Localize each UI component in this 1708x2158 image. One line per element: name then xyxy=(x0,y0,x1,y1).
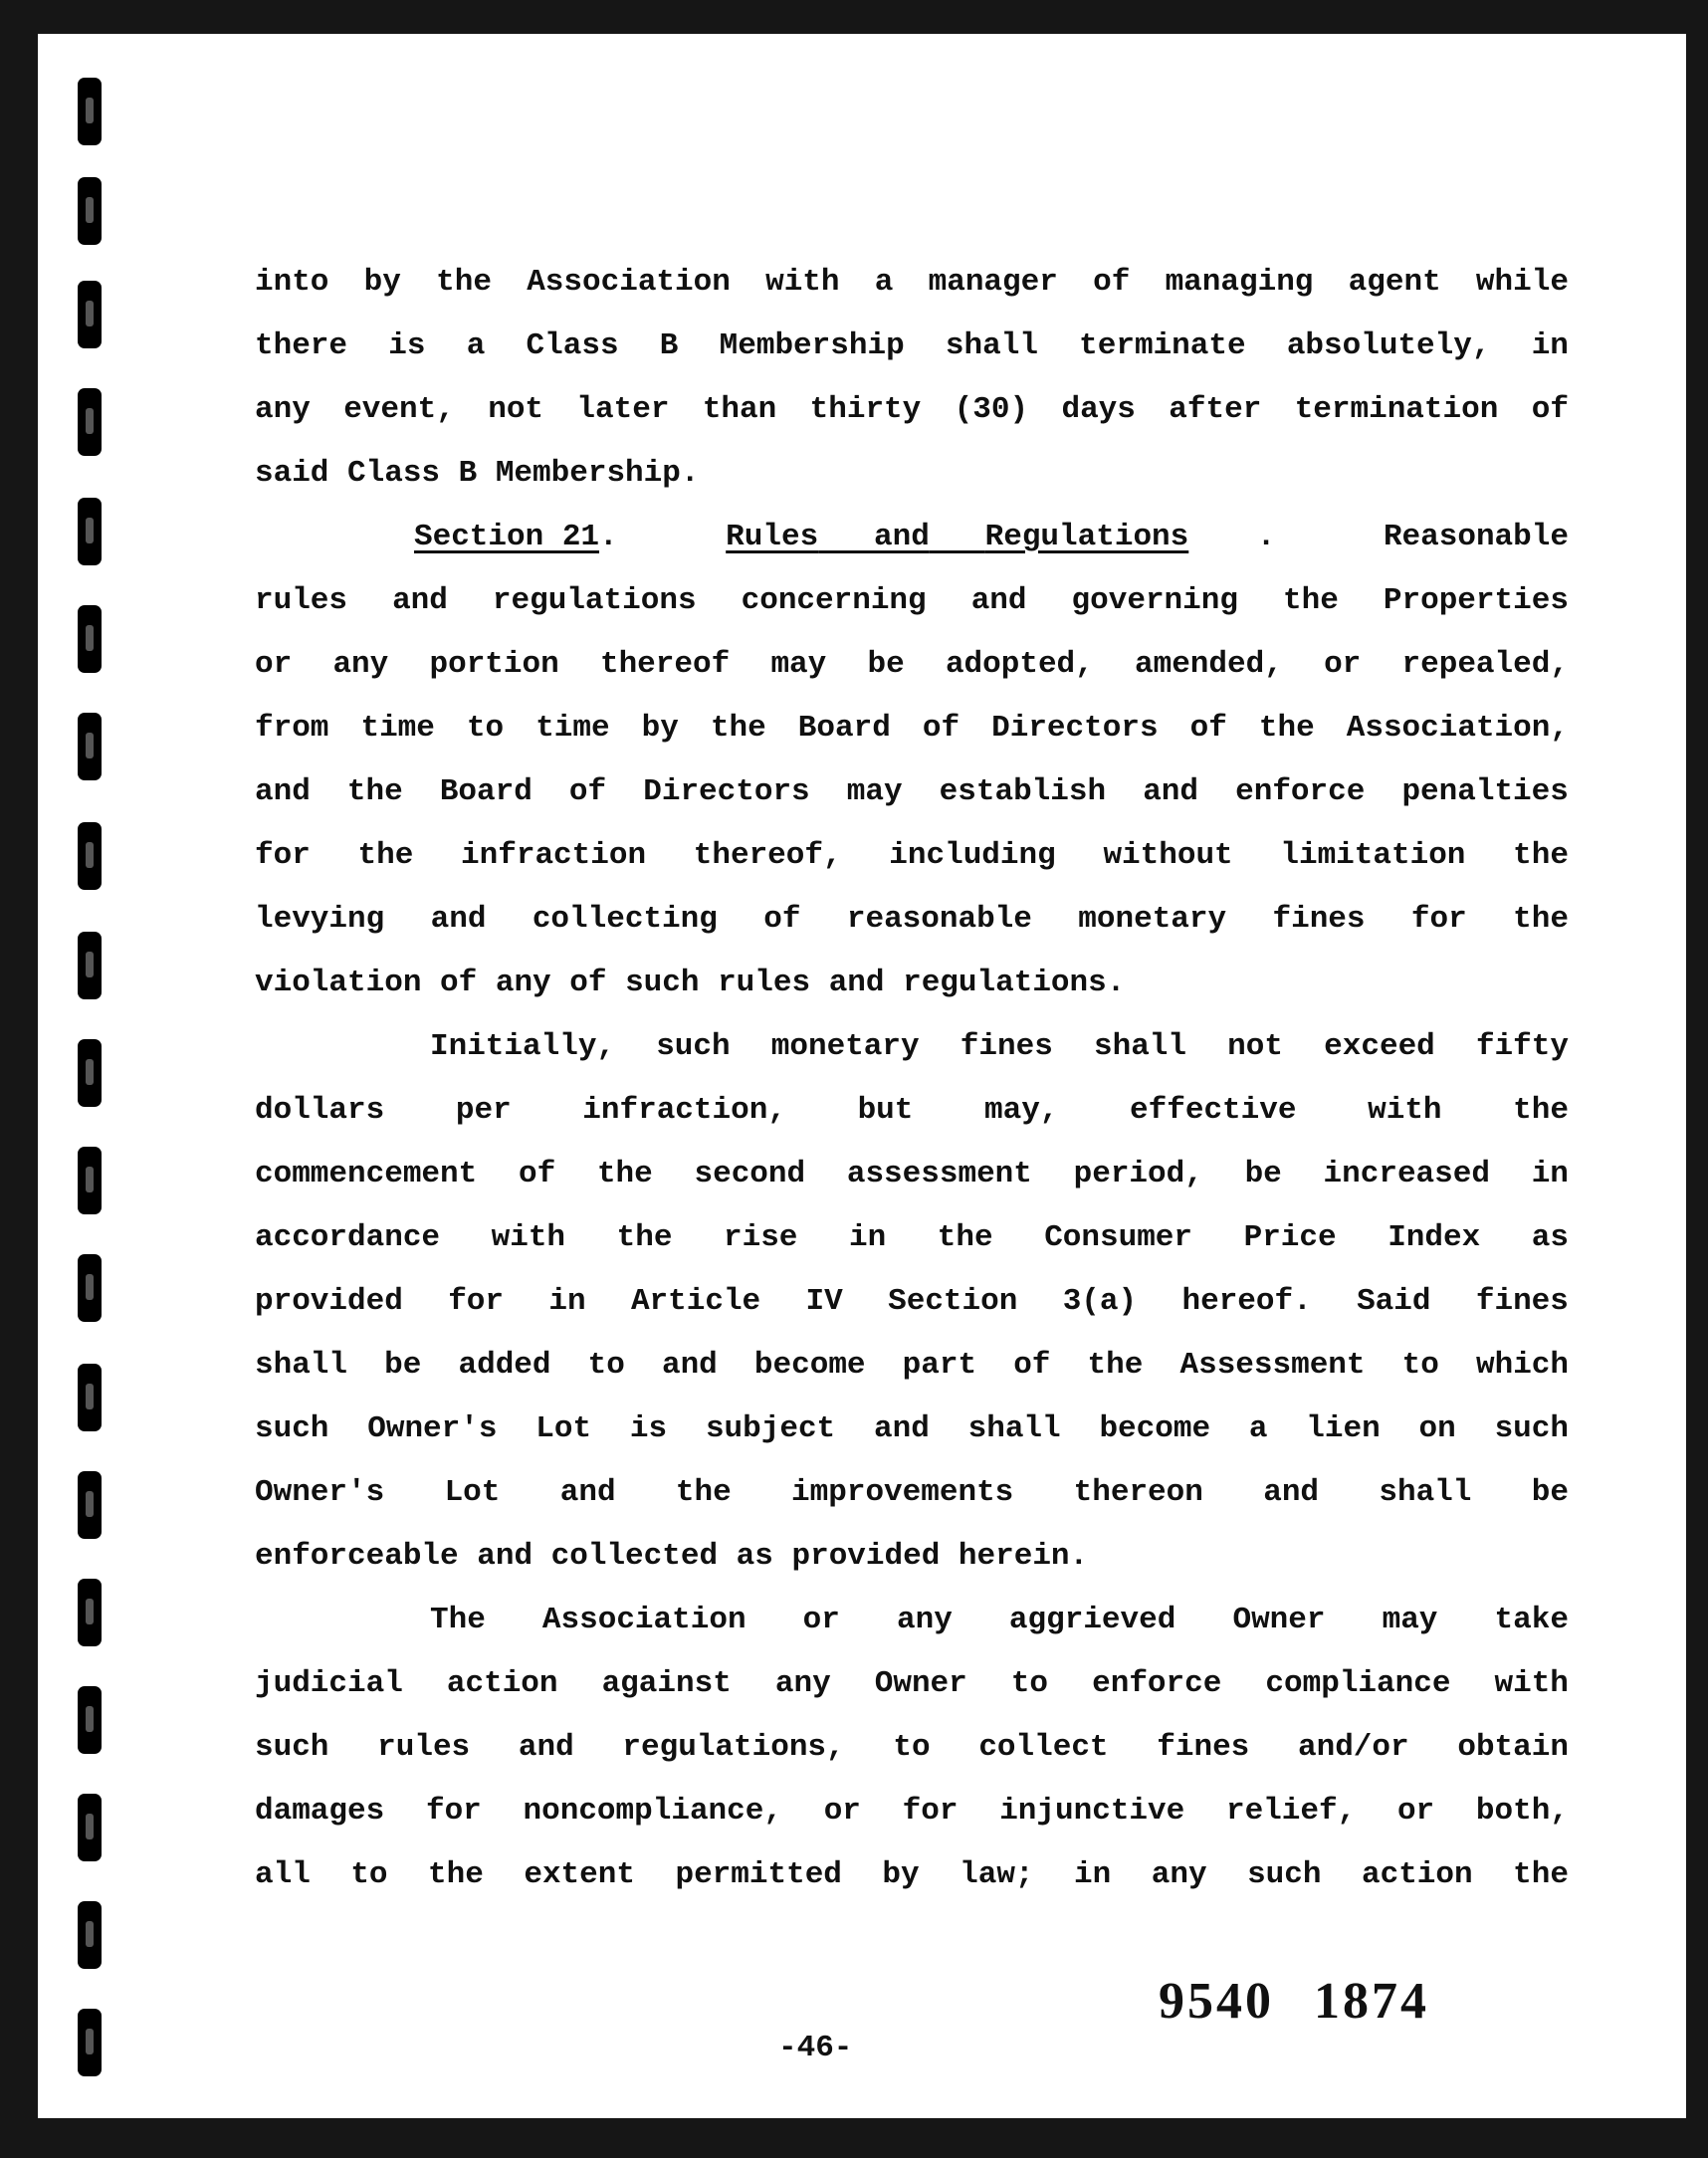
text-line: judicial action against any Owner to enforce compliance with xyxy=(255,1666,1569,1701)
text-line: any event, not later than thirty (30) days after termination of xyxy=(255,392,1569,427)
punch-hole xyxy=(78,388,102,456)
text-line: and the Board of Directors may establish and enforce penalties xyxy=(255,774,1569,809)
section-21 xyxy=(255,506,1569,1015)
text-line: said Class B Membership. xyxy=(255,456,700,491)
punch-hole xyxy=(78,1471,102,1539)
punch-hole xyxy=(78,1364,102,1431)
punch-hole xyxy=(78,1686,102,1754)
section-title: Rules and Regulations xyxy=(726,520,1189,554)
text-line: all to the extent permitted by law; in any such action the xyxy=(255,1857,1569,1892)
punch-hole xyxy=(78,1039,102,1107)
document-number: 9540 1874 xyxy=(1159,1973,1429,2030)
punch-hole xyxy=(78,605,102,673)
text-line: such rules and regulations, to collect fines and/or obtain xyxy=(255,1730,1569,1765)
page-number: -46- xyxy=(778,2031,853,2065)
document-page xyxy=(38,34,1686,2118)
text-line: into by the Association with a manager of managing agent while xyxy=(255,265,1569,300)
punch-hole xyxy=(78,177,102,245)
punch-hole xyxy=(78,1147,102,1214)
text-line: The Association or any aggrieved Owner may take xyxy=(430,1603,1569,1637)
text-line: damages for noncompliance, or for injunctive relief, or both, xyxy=(255,1794,1569,1829)
punch-hole xyxy=(78,822,102,890)
text-line: or any portion thereof may be adopted, amended, or repealed, xyxy=(255,647,1569,682)
text-line: levying and collecting of reasonable monetary fines for the xyxy=(255,902,1569,937)
text-line: shall be added to and become part of the Assessment to which xyxy=(255,1348,1569,1383)
paragraph-judicial-action xyxy=(255,1589,1569,1907)
text-line: dollars per infraction, but may, effective with the xyxy=(255,1093,1569,1128)
text-line: rules and regulations concerning and governing the Properties xyxy=(255,583,1569,618)
text-line: commencement of the second assessment period, be increased in xyxy=(255,1157,1569,1191)
body-text xyxy=(255,251,1569,1907)
paragraph-fines xyxy=(255,1015,1569,1589)
text-line: enforceable and collected as provided herein. xyxy=(255,1539,1089,1574)
punch-hole xyxy=(78,78,102,145)
punch-hole-strip xyxy=(78,34,137,2118)
punch-hole xyxy=(78,932,102,999)
punch-hole xyxy=(78,498,102,565)
text-line: such Owner's Lot is subject and shall become a lien on such xyxy=(255,1411,1569,1446)
text-line: violation of any of such rules and regulations. xyxy=(255,966,1126,1000)
text-line: from time to time by the Board of Directors of the Association, xyxy=(255,711,1569,746)
punch-hole xyxy=(78,1901,102,1969)
punch-hole xyxy=(78,713,102,780)
punch-hole xyxy=(78,1254,102,1322)
text-line: Initially, such monetary fines shall not exceed fifty xyxy=(430,1029,1569,1064)
punch-hole xyxy=(78,2009,102,2076)
text-line: there is a Class B Membership shall terminate absolutely, in xyxy=(255,328,1569,363)
section-number: Section 21 xyxy=(414,520,600,554)
text-line: accordance with the rise in the Consumer Price Index as xyxy=(255,1220,1569,1255)
text-line: for the infraction thereof, including without limitation the xyxy=(255,838,1569,873)
text-line: Owner's Lot and the improvements thereon and shall be xyxy=(255,1475,1569,1510)
punch-hole xyxy=(78,1579,102,1646)
paragraph-continuation xyxy=(255,251,1569,506)
punch-hole xyxy=(78,1794,102,1861)
punch-hole xyxy=(78,281,102,348)
section-heading-line: Section 21. Rules and Regulations . Reasonable xyxy=(255,506,1569,569)
text-line: provided for in Article IV Section 3(a) hereof. Said fines xyxy=(255,1284,1569,1319)
